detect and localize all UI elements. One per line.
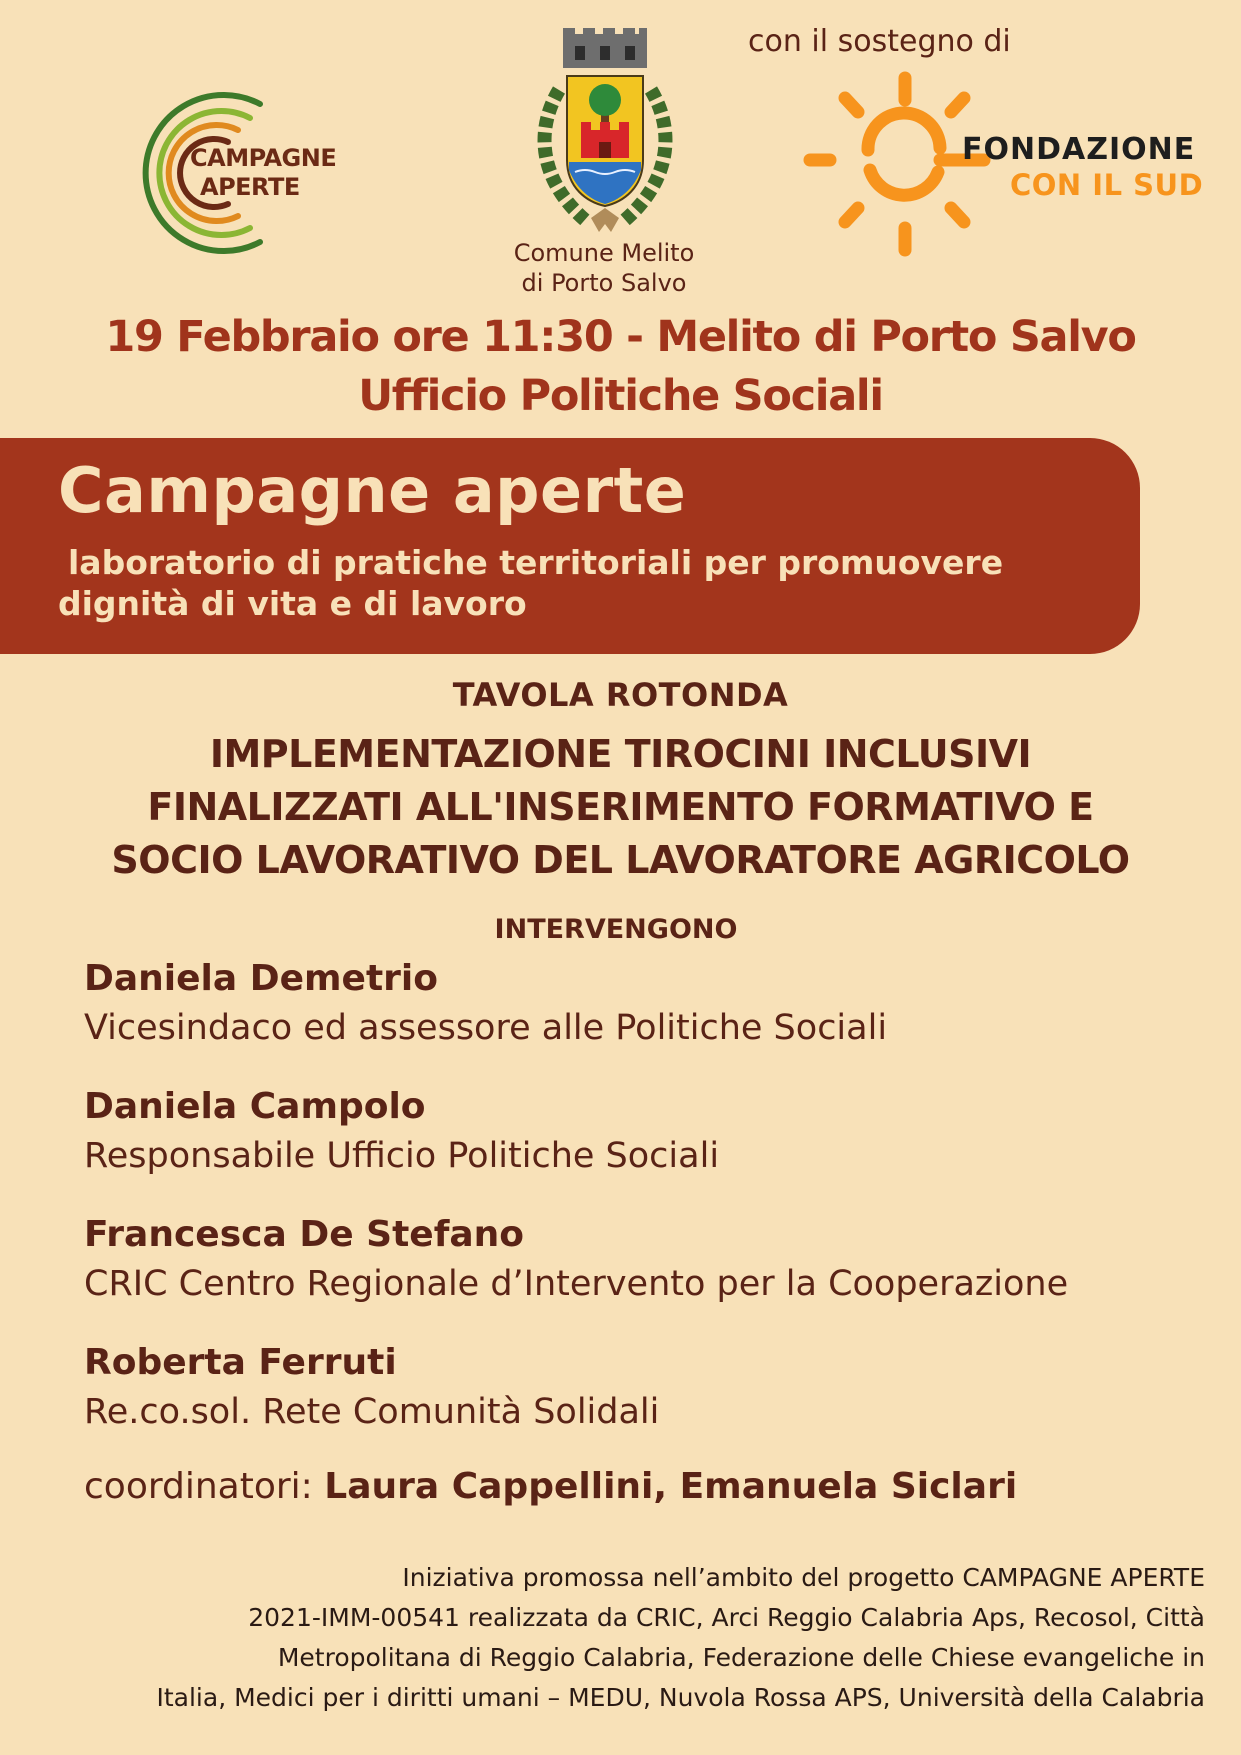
campagne-aperte-logo — [110, 82, 370, 262]
municipality-line2: di Porto Salvo — [521, 269, 687, 297]
footer-line2: 2021-IMM-00541 realizzata da CRIC, Arci Reggio Calabria Aps, Recosol, Città — [248, 1603, 1205, 1632]
coordinators — [84, 1466, 1017, 1507]
speaker-item — [84, 954, 1224, 1082]
title-banner — [0, 438, 1140, 654]
campagne-logo-line2: APERTE — [200, 173, 300, 201]
speaker-name: Daniela Campolo — [84, 1086, 426, 1127]
sponsor-logo-line2: CON IL SUD — [1010, 168, 1204, 202]
banner-title: Campagne aperte — [58, 454, 687, 527]
speaker-role: Vicesindaco ed assessore alle Politiche Sociali — [84, 1008, 888, 1048]
sponsor-logo-line1: FONDAZIONE — [962, 132, 1196, 167]
event-date-place: 19 Febbraio ore 11:30 - Melito di Porto Salvo — [105, 312, 1136, 362]
speaker-item — [84, 1210, 1224, 1338]
speakers-label: INTERVENGONO — [494, 914, 738, 945]
speaker-name: Francesca De Stefano — [84, 1214, 525, 1255]
speaker-item — [84, 1338, 1224, 1466]
speaker-item — [84, 1082, 1224, 1210]
footer-line3: Metropolitana di Reggio Calabria, Federazione delle Chiese evangeliche in — [277, 1643, 1205, 1672]
municipality-caption — [480, 238, 728, 298]
sponsor-label: con il sostegno di — [748, 24, 1011, 59]
round-table-label: TAVOLA ROTONDA — [452, 676, 789, 714]
banner-subtitle-line2: dignità di vita e di lavoro — [58, 584, 527, 623]
banner-subtitle — [58, 542, 1128, 624]
fondazione-sun-icon — [790, 70, 1000, 270]
municipality-line1: Comune Melito — [513, 239, 695, 267]
footer-credits — [45, 1558, 1205, 1718]
coordinators-names: Laura Cappellini, Emanuela Siclari — [324, 1466, 1018, 1507]
round-table-title-line1: IMPLEMENTAZIONE TIROCINI INCLUSIVI — [209, 732, 1032, 776]
speaker-name: Daniela Demetrio — [84, 958, 438, 999]
campagne-logo-line1: CAMPAGNE — [190, 144, 337, 172]
round-table-title-line2: FINALIZZATI ALL'INSERIMENTO FORMATIVO E — [147, 785, 1094, 829]
speaker-name: Roberta Ferruti — [84, 1342, 397, 1383]
round-table-title — [0, 728, 1241, 887]
speaker-role: Re.co.sol. Rete Comunità Solidali — [84, 1392, 660, 1432]
speakers-list — [84, 954, 1224, 1466]
footer-line4: Italia, Medici per i diritti umani – MEDU, Nuvola Rossa APS, Università della Calabria — [156, 1683, 1205, 1712]
fondazione-con-il-sud-logo — [790, 70, 1210, 270]
round-table-title-line3: SOCIO LAVORATIVO DEL LAVORATORE AGRICOLO — [111, 838, 1130, 882]
banner-subtitle-line1: laboratorio di pratiche territoriali per promuovere — [68, 543, 1004, 582]
speaker-role: Responsabile Ufficio Politiche Sociali — [84, 1136, 720, 1176]
municipal-crest-icon — [515, 20, 695, 245]
footer-line1: Iniziativa promossa nell’ambito del progetto CAMPAGNE APERTE — [402, 1563, 1205, 1592]
speaker-role: CRIC Centro Regionale d’Intervento per la Cooperazione — [84, 1264, 1069, 1304]
event-office: Ufficio Politiche Sociali — [358, 371, 883, 421]
municipal-crest — [515, 20, 695, 245]
coordinators-label: coordinatori: — [84, 1466, 313, 1507]
